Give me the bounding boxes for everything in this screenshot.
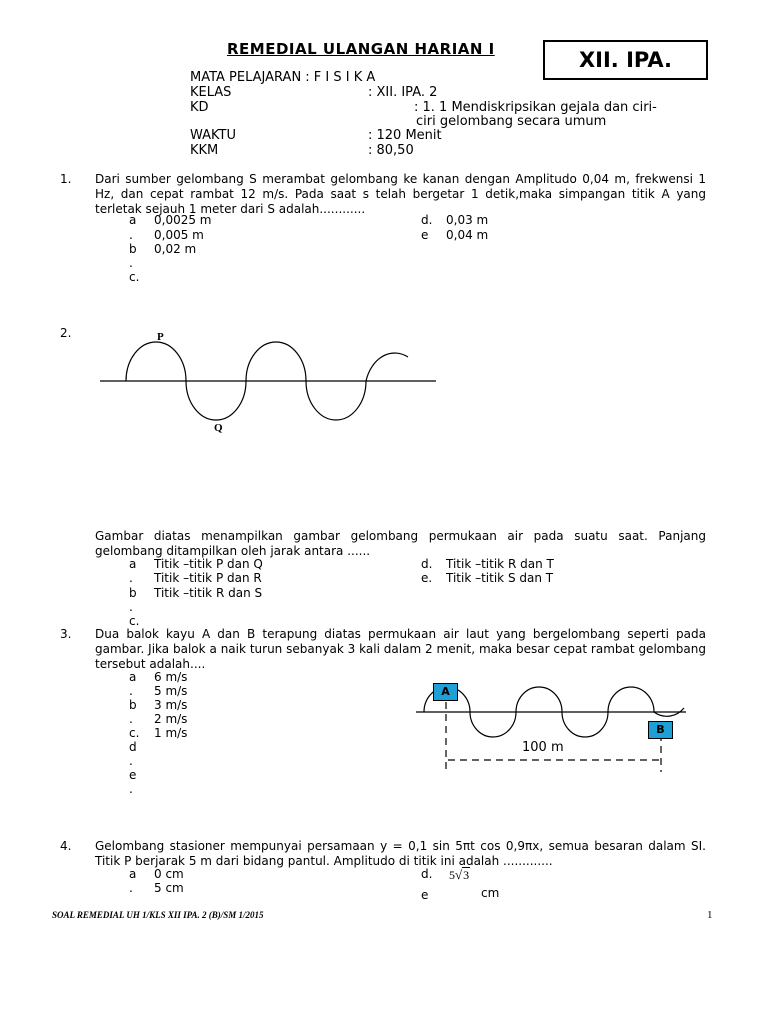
q3-distance-label: 100 m [522, 740, 564, 755]
q4-option-b[interactable]: 5 cm [154, 881, 184, 895]
q1-dot: . [129, 256, 133, 270]
q2-option-c-letter: b [129, 586, 137, 600]
q3-option-5[interactable]: 1 m/s [154, 726, 188, 740]
q3-option-4-letter: . [129, 712, 133, 726]
question-1-number: 1. [60, 172, 72, 186]
q2-option-e-letter: e. [421, 571, 433, 585]
question-4-text: Gelombang stasioner mempunyai persamaan y = 0,1 sin 5πt cos 0,9πx, semua besaran dalam SI. Titik P berjarak 5 m dari bidang pantul. Amplitudo di titik ini adalah ............. [95, 839, 706, 868]
question-4-number: 4. [60, 839, 72, 853]
q4-option-d-letter: d. [421, 867, 433, 881]
q4-option-e-unit[interactable]: cm [481, 886, 500, 900]
q2-option-d[interactable]: Titik –titik R dan T [446, 557, 554, 571]
class-label-box: XII. IPA. [543, 40, 708, 80]
q4-option-e-letter: e [421, 888, 429, 902]
q4-radical-coefficient: 5 [449, 868, 455, 882]
info-kkm-value: : 80,50 [368, 143, 414, 158]
q1-option-d[interactable]: 0,03 m [446, 213, 489, 227]
page-title: REMEDIAL ULANGAN HARIAN I [227, 42, 495, 56]
q2-label-q: Q [214, 422, 223, 434]
info-class-value: : XII. IPA. 2 [368, 85, 438, 100]
q4-option-d-radical[interactable] [449, 868, 470, 882]
question-3-text: Dua balok kayu A dan B terapung diatas permukaan air laut yang bergelombang seperti pada gambar. Jika balok a naik turun sebanyak 3 kali dalam 2 menit, maka besar cepat rambat gelombang tersebut adalah.... [95, 627, 706, 671]
question-2-number: 2. [60, 326, 72, 340]
sqrt-icon: √ [455, 867, 463, 882]
q1-option-d-letter: d. [421, 213, 433, 227]
question-1-text: Dari sumber gelombang S merambat gelombang ke kanan dengan Amplitudo 0,04 m, frekwensi 1 Hz, dan cepat rambat 12 m/s. Pada saat s telah bergetar 1 detik,maka simpangan titik A yang terletak sejauh 1 meter dari S adalah............ [95, 172, 706, 216]
q3-dot-2: . [129, 782, 133, 796]
q1-option-c-letter: b [129, 242, 137, 256]
q1-option-e[interactable]: 0,04 m [446, 228, 489, 242]
q1-option-b-letter: . [129, 228, 133, 242]
q3-option-1[interactable]: 6 m/s [154, 670, 188, 684]
q4-option-b-letter: . [129, 881, 133, 895]
info-time-label: WAKTU [190, 128, 237, 143]
info-kkm-label: KKM [190, 143, 219, 158]
q3-option-1-letter: a [129, 670, 137, 684]
q1-option-a-letter: a [129, 213, 137, 227]
q3-option-5-letter: c. [129, 726, 140, 740]
q3-option-d-letter: d [129, 740, 137, 754]
info-class-label: KELAS [190, 85, 232, 100]
q3-block-a: A [433, 683, 458, 701]
info-time-value: : 120 Menit [368, 128, 442, 143]
q4-option-a[interactable]: 0 cm [154, 867, 184, 881]
footer-document-code: SOAL REMEDIAL UH 1/KLS XII IPA. 2 (B)/SM 1/2015 [52, 910, 264, 920]
q4-radical-argument: 3 [463, 868, 470, 882]
q1-option-c[interactable]: 0,02 m [154, 242, 197, 256]
info-kd-label: KD [190, 100, 209, 115]
q3-block-b: B [648, 721, 673, 739]
q3-option-3[interactable]: 3 m/s [154, 698, 188, 712]
q2-option-a[interactable]: Titik –titik P dan Q [154, 557, 263, 571]
question-3-number: 3. [60, 627, 72, 641]
q2-wave-figure [98, 335, 438, 435]
q3-option-e-letter: e [129, 768, 137, 782]
question-2-text: Gambar diatas menampilkan gambar gelombang permukaan air pada suatu saat. Panjang gelombang ditampilkan oleh jarak antara ...... [95, 529, 706, 558]
q3-option-4[interactable]: 2 m/s [154, 712, 188, 726]
q2-c-letter: c. [129, 614, 140, 628]
q2-option-b-letter: . [129, 571, 133, 585]
q3-option-2-letter: . [129, 684, 133, 698]
q1-option-e-letter: e [421, 228, 429, 242]
info-kd-value-cont: ciri gelombang secara umum [416, 114, 607, 129]
q2-label-p: P [157, 331, 164, 343]
q2-option-b[interactable]: Titik –titik P dan R [154, 571, 262, 585]
q2-option-e[interactable]: Titik –titik S dan T [446, 571, 554, 585]
q2-dot: . [129, 600, 133, 614]
info-subject-label: MATA PELAJARAN : F I S I K A [190, 70, 376, 85]
q2-option-a-letter: a [129, 557, 137, 571]
q1-option-a[interactable]: 0,0025 m [154, 213, 212, 227]
q3-option-3-letter: b [129, 698, 137, 712]
info-kd-value: : 1. 1 Mendiskripsikan gejala dan ciri- [414, 100, 657, 115]
q2-option-d-letter: d. [421, 557, 433, 571]
q3-dot-1: . [129, 754, 133, 768]
q3-option-2[interactable]: 5 m/s [154, 684, 188, 698]
q4-option-a-letter: a [129, 867, 137, 881]
q1-option-b[interactable]: 0,005 m [154, 228, 204, 242]
q2-option-c[interactable]: Titik –titik R dan S [154, 586, 263, 600]
page-number: 1 [707, 909, 713, 921]
q1-c-letter: c. [129, 270, 140, 284]
